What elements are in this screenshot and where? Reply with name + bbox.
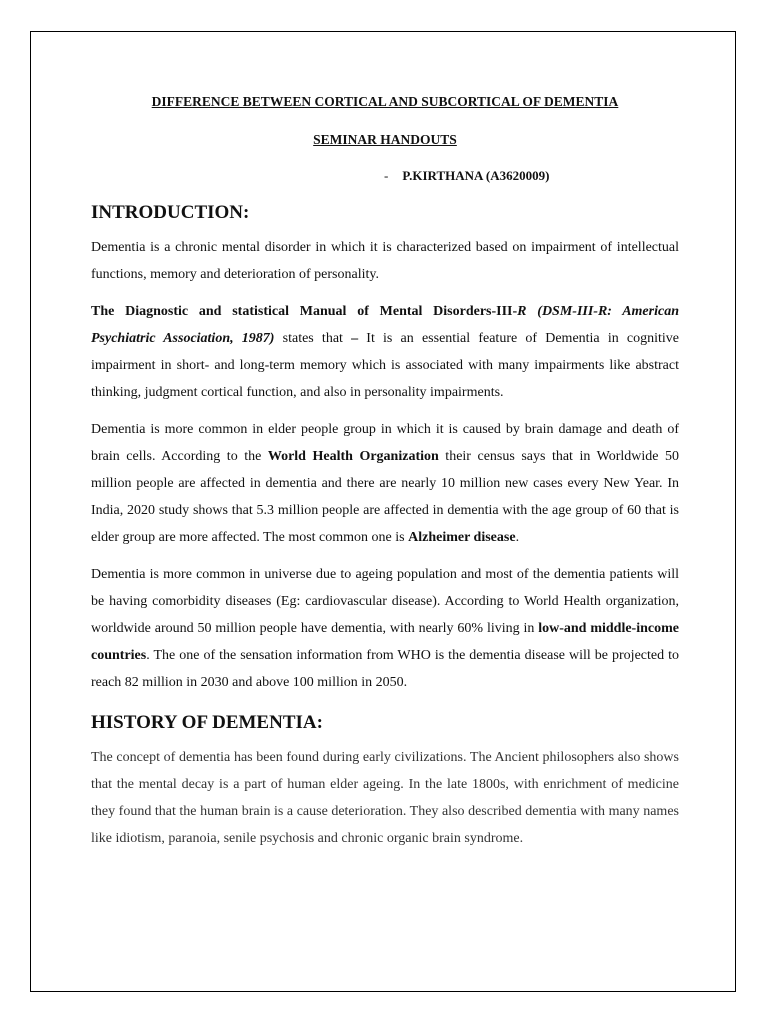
dsm-dash: – <box>351 331 359 346</box>
p3-text-c: their census says that in Worldwide 50 million people are affected in dementia and there are nearly 10 million new cases every New Year. In India, 2020 study shows that 5.3 million people are affected in dementia with the age group of 60 that is elder group are more affected. The most common one is <box>91 449 680 545</box>
author-line <box>91 166 679 186</box>
history-heading: HISTORY OF DEMENTIA: <box>91 712 323 733</box>
p4-text-a: Dementia is more common in universe due to ageing population and most of the dementia patients will be having comorbidity diseases (Eg: cardiovascular disease). According to World Health organization, worldwide around 50 million people have dementia, with nearly 60% living in <box>91 567 679 636</box>
p4-text-c: . The one of the sensation information from WHO is the dementia disease will be projected to reach 82 million in 2030 and above 100 million in 2050. <box>91 648 679 690</box>
alzheimer-term: Alzheimer disease <box>408 530 516 545</box>
document-title: DIFFERENCE BETWEEN CORTICAL AND SUBCORTICAL OF DEMENTIA <box>151 94 619 109</box>
p3-text-e: . <box>515 530 520 545</box>
author-name: P.KIRTHANA (A3620009) <box>402 168 550 183</box>
dsm-rest: It is an essential feature of Dementia in cognitive impairment in short- and long-term memory which is associated with many impairments like abstract thinking, judgment cortical function, and also in personality impairments. <box>91 331 679 400</box>
dsm-title: The Diagnostic and statistical Manual of Mental Disorders-III- <box>91 304 518 319</box>
dsm-states: states that <box>274 331 352 346</box>
introduction-heading: INTRODUCTION: <box>91 202 250 223</box>
who-name: World Health Organization <box>267 449 439 464</box>
income-countries-term: low-and middle-income countries <box>91 621 679 663</box>
document-body <box>91 92 679 852</box>
history-paragraph-1: The concept of dementia has been found during early civilizations. The Ancient philosophers also shows that the mental decay is a part of human elder ageing. In the late 1800s, with enrichment of medicine they found that the human brain is a cause deterioration. They also described dementia with many names like idiotism, paranoia, senile psychosis and chronic organic brain syndrome. <box>91 750 679 846</box>
intro-paragraph-4 <box>91 561 679 696</box>
dsm-citation: R (DSM-III-R: American Psychiatric Association, 1987) <box>91 304 679 346</box>
p3-text-a: Dementia is more common in elder people group in which it is caused by brain damage and death of brain cells. According to the <box>91 422 679 464</box>
author-dash: - <box>384 168 389 183</box>
intro-paragraph-1: Dementia is a chronic mental disorder in which it is characterized based on impairment of intellectual functions, memory and deterioration of personality. <box>91 240 679 282</box>
intro-paragraph-3 <box>91 416 679 551</box>
intro-paragraph-2 <box>91 298 679 406</box>
document-subtitle: SEMINAR HANDOUTS <box>313 132 457 147</box>
